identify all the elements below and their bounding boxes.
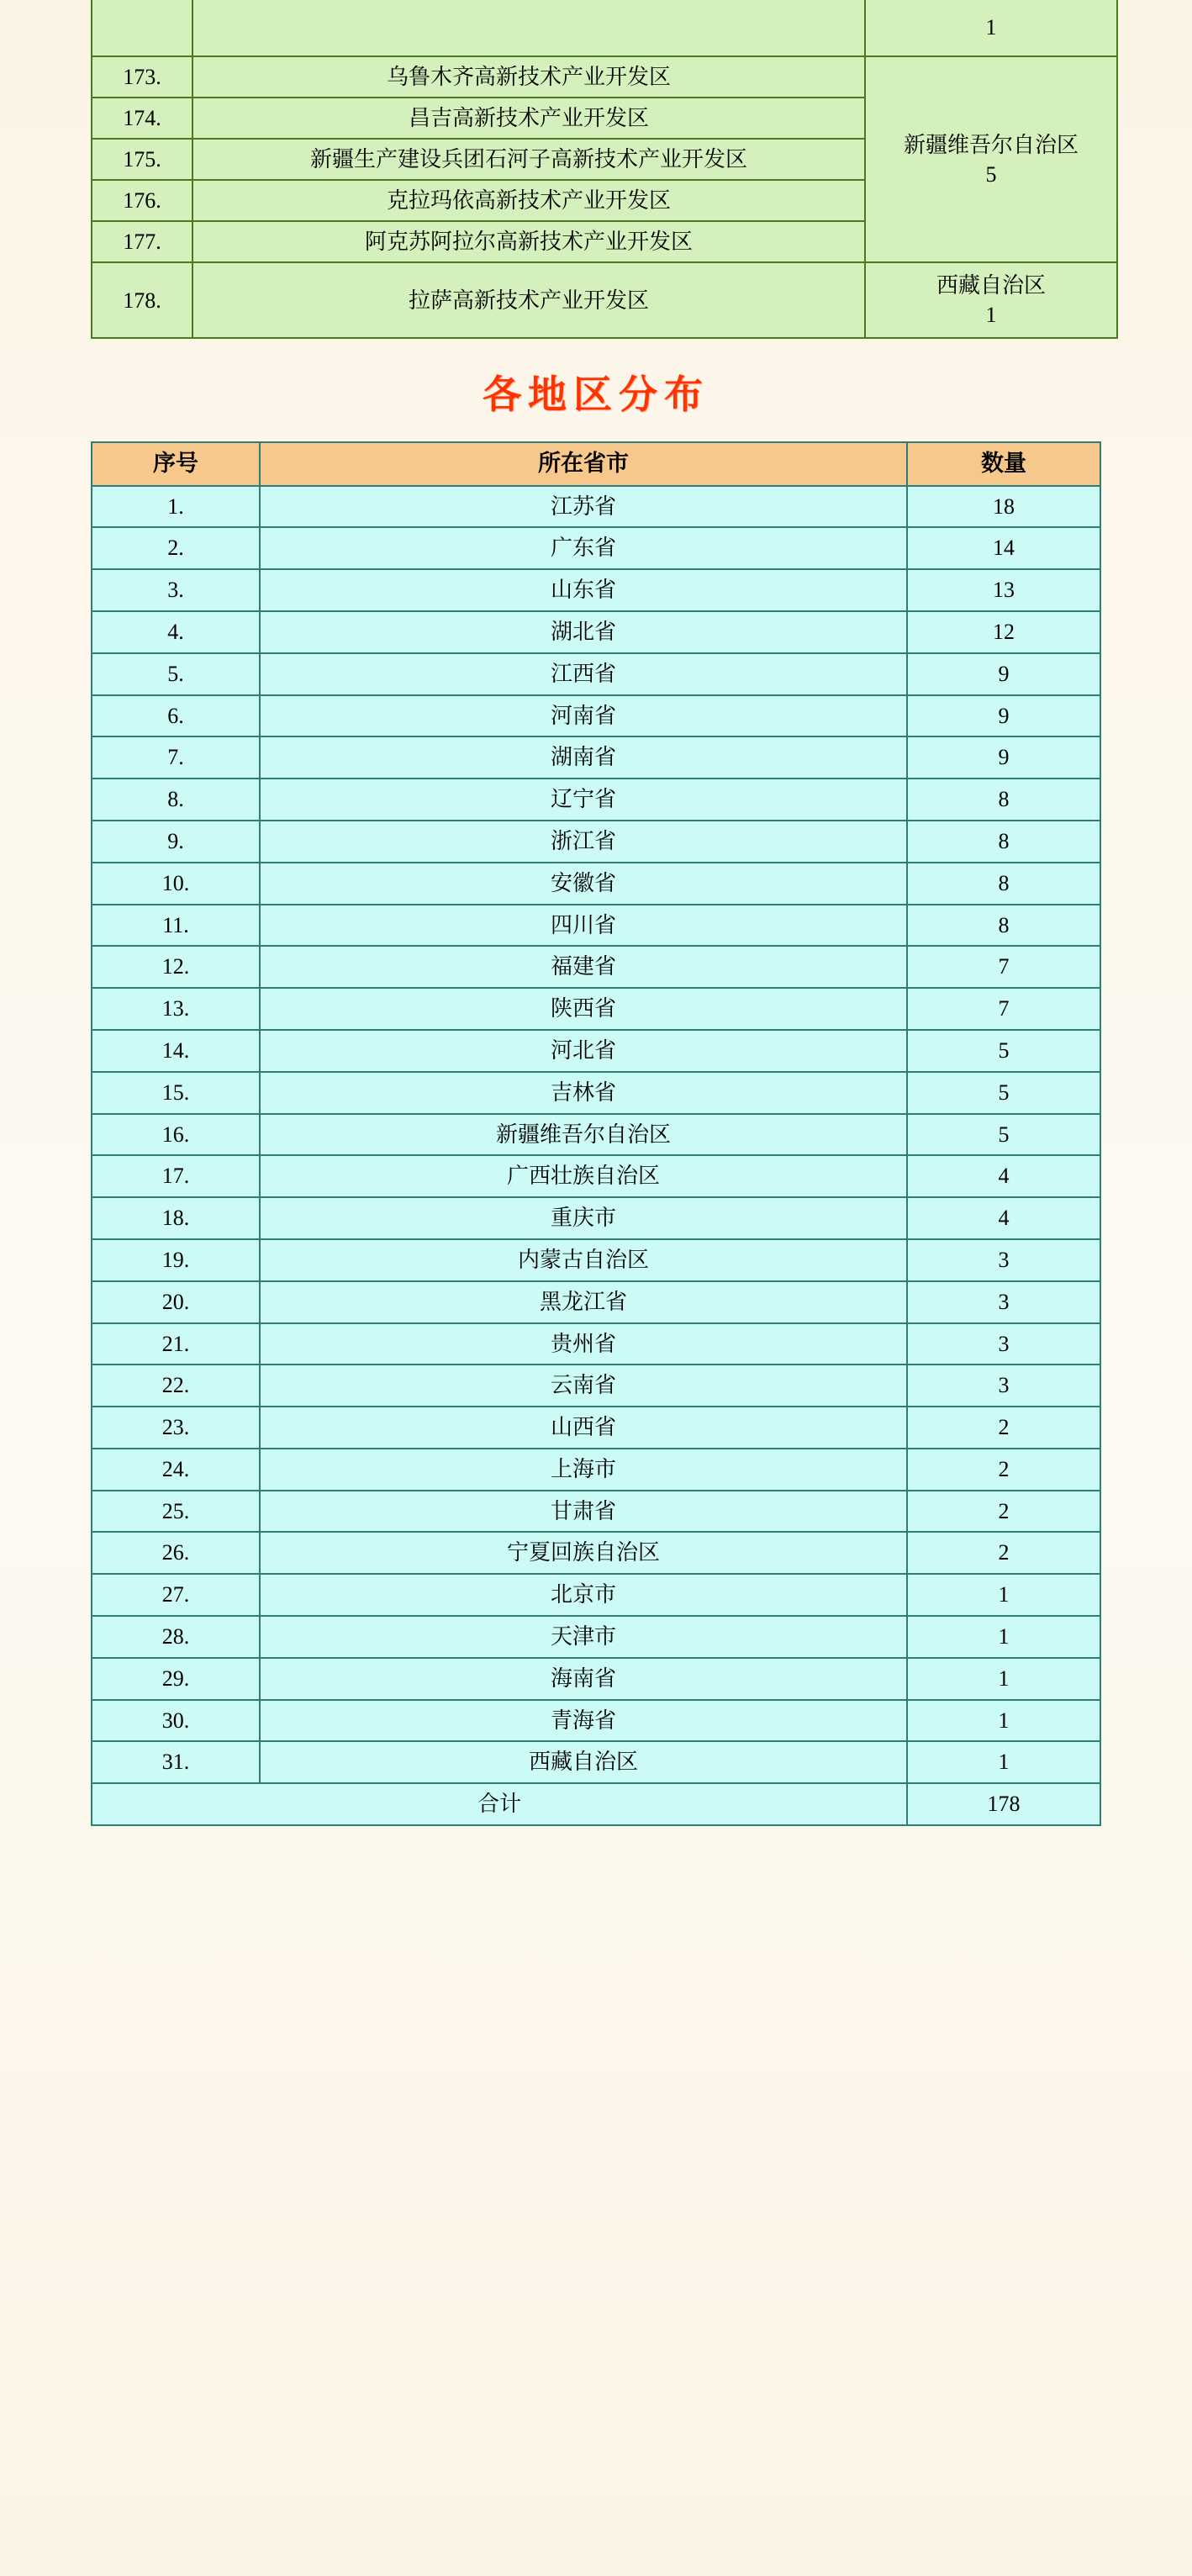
cell-zone-name: 阿克苏阿拉尔高新技术产业开发区 <box>193 221 865 262</box>
cell-province: 福建省 <box>260 946 907 988</box>
table-row <box>92 1574 1100 1616</box>
cell-count: 18 <box>907 486 1100 528</box>
cell-no: 7. <box>92 736 260 779</box>
cell-province-count-partial: 1 <box>865 0 1117 56</box>
cell-count: 14 <box>907 527 1100 569</box>
table-row <box>92 611 1100 653</box>
province-name: 新疆维吾尔自治区 <box>903 132 1079 157</box>
cell-count: 8 <box>907 821 1100 863</box>
table-row <box>92 1491 1100 1533</box>
cell-province: 安徽省 <box>260 863 907 905</box>
cell-name-partial <box>193 0 865 56</box>
table-row <box>92 1365 1100 1407</box>
cell-count: 3 <box>907 1323 1100 1365</box>
cell-no: 19. <box>92 1239 260 1281</box>
province-count: 1 <box>985 303 997 328</box>
cell-no: 6. <box>92 695 260 737</box>
cell-count: 9 <box>907 653 1100 695</box>
cell-province: 青海省 <box>260 1700 907 1742</box>
table-row <box>92 1030 1100 1072</box>
development-zone-table <box>91 0 1118 339</box>
cell-no: 10. <box>92 863 260 905</box>
table-row <box>92 779 1100 821</box>
top-table-wrapper <box>0 0 1192 339</box>
cell-count: 9 <box>907 736 1100 779</box>
cell-province-group <box>865 262 1117 338</box>
region-distribution-table <box>91 441 1101 1826</box>
cell-province: 广东省 <box>260 527 907 569</box>
table-row <box>92 1449 1100 1491</box>
cell-count: 2 <box>907 1407 1100 1449</box>
cell-zone-name: 克拉玛依高新技术产业开发区 <box>193 180 865 221</box>
cell-province: 海南省 <box>260 1658 907 1700</box>
table-row <box>92 527 1100 569</box>
cell-province: 浙江省 <box>260 821 907 863</box>
table-row <box>92 863 1100 905</box>
cell-province: 河北省 <box>260 1030 907 1072</box>
table-row <box>92 821 1100 863</box>
cell-province: 江西省 <box>260 653 907 695</box>
table-row <box>92 56 1117 98</box>
cell-province: 西藏自治区 <box>260 1741 907 1783</box>
table-row <box>92 1407 1100 1449</box>
table-row <box>92 1114 1100 1156</box>
cell-count: 8 <box>907 863 1100 905</box>
cell-count: 4 <box>907 1155 1100 1197</box>
cell-province: 宁夏回族自治区 <box>260 1532 907 1574</box>
cell-no: 4. <box>92 611 260 653</box>
table-row <box>92 988 1100 1030</box>
cell-count: 3 <box>907 1365 1100 1407</box>
cell-province: 陕西省 <box>260 988 907 1030</box>
cell-province: 重庆市 <box>260 1197 907 1239</box>
cell-province: 河南省 <box>260 695 907 737</box>
table-row <box>92 1658 1100 1700</box>
table-row <box>92 1197 1100 1239</box>
cell-province: 四川省 <box>260 905 907 947</box>
cell-no: 3. <box>92 569 260 611</box>
cell-province: 天津市 <box>260 1616 907 1658</box>
cell-count: 2 <box>907 1449 1100 1491</box>
cell-no: 8. <box>92 779 260 821</box>
cell-province: 内蒙古自治区 <box>260 1239 907 1281</box>
cell-count: 1 <box>907 1700 1100 1742</box>
cell-count: 8 <box>907 905 1100 947</box>
header-count: 数量 <box>907 442 1100 485</box>
cell-zone-name: 乌鲁木齐高新技术产业开发区 <box>193 56 865 98</box>
cell-zone-name: 新疆生产建设兵团石河子高新技术产业开发区 <box>193 139 865 180</box>
cell-province: 贵州省 <box>260 1323 907 1365</box>
cell-number: 173. <box>92 56 193 98</box>
cell-no: 15. <box>92 1072 260 1114</box>
cell-no: 26. <box>92 1532 260 1574</box>
cell-count: 12 <box>907 611 1100 653</box>
cell-province: 甘肃省 <box>260 1491 907 1533</box>
cell-count: 5 <box>907 1072 1100 1114</box>
cell-no: 17. <box>92 1155 260 1197</box>
cell-province-group <box>865 56 1117 262</box>
province-name: 西藏自治区 <box>936 273 1046 298</box>
cell-no: 5. <box>92 653 260 695</box>
cell-zone-name: 昌吉高新技术产业开发区 <box>193 98 865 139</box>
table-row <box>92 1323 1100 1365</box>
cell-zone-name: 拉萨高新技术产业开发区 <box>193 262 865 338</box>
table-row <box>92 736 1100 779</box>
cell-count: 1 <box>907 1741 1100 1783</box>
section-title: 各地区分布 <box>483 372 709 418</box>
province-count: 5 <box>985 161 997 187</box>
cell-number: 174. <box>92 98 193 139</box>
table-row <box>92 1741 1100 1783</box>
cell-no: 28. <box>92 1616 260 1658</box>
cell-no: 18. <box>92 1197 260 1239</box>
cell-count: 5 <box>907 1030 1100 1072</box>
table-row <box>92 946 1100 988</box>
cell-number: 175. <box>92 139 193 180</box>
cell-province: 北京市 <box>260 1574 907 1616</box>
cell-province: 云南省 <box>260 1365 907 1407</box>
cell-count: 9 <box>907 695 1100 737</box>
cell-no: 9. <box>92 821 260 863</box>
cell-no: 29. <box>92 1658 260 1700</box>
cell-no: 25. <box>92 1491 260 1533</box>
cell-count: 4 <box>907 1197 1100 1239</box>
cell-count: 1 <box>907 1658 1100 1700</box>
cell-province: 辽宁省 <box>260 779 907 821</box>
cell-province: 广西壮族自治区 <box>260 1155 907 1197</box>
table-row <box>92 695 1100 737</box>
table-row <box>92 1616 1100 1658</box>
cell-count: 7 <box>907 988 1100 1030</box>
cell-no: 27. <box>92 1574 260 1616</box>
table-row <box>92 1532 1100 1574</box>
cell-province: 江苏省 <box>260 486 907 528</box>
cell-count: 2 <box>907 1532 1100 1574</box>
cell-no: 21. <box>92 1323 260 1365</box>
cell-province: 新疆维吾尔自治区 <box>260 1114 907 1156</box>
cell-count: 3 <box>907 1239 1100 1281</box>
cell-number: 177. <box>92 221 193 262</box>
cell-count: 3 <box>907 1281 1100 1323</box>
cell-count: 1 <box>907 1574 1100 1616</box>
header-province: 所在省市 <box>260 442 907 485</box>
cell-no: 31. <box>92 1741 260 1783</box>
cell-no: 16. <box>92 1114 260 1156</box>
cell-number-partial <box>92 0 193 56</box>
table-row <box>92 262 1117 338</box>
cell-province: 山西省 <box>260 1407 907 1449</box>
table-row <box>92 1072 1100 1114</box>
cell-province: 湖北省 <box>260 611 907 653</box>
cell-count: 7 <box>907 946 1100 988</box>
cell-number: 178. <box>92 262 193 338</box>
cell-no: 30. <box>92 1700 260 1742</box>
cell-no: 12. <box>92 946 260 988</box>
cell-no: 11. <box>92 905 260 947</box>
cell-province: 上海市 <box>260 1449 907 1491</box>
table-row-total <box>92 1783 1100 1825</box>
cell-count: 1 <box>907 1616 1100 1658</box>
table-row <box>92 905 1100 947</box>
table-row <box>92 1155 1100 1197</box>
header-no: 序号 <box>92 442 260 485</box>
cell-no: 14. <box>92 1030 260 1072</box>
cell-no: 1. <box>92 486 260 528</box>
cell-no: 23. <box>92 1407 260 1449</box>
table-header-row <box>92 442 1100 485</box>
table-row <box>92 1281 1100 1323</box>
table-row <box>92 486 1100 528</box>
cell-count: 5 <box>907 1114 1100 1156</box>
cell-no: 24. <box>92 1449 260 1491</box>
cell-total-count: 178 <box>907 1783 1100 1825</box>
cell-count: 8 <box>907 779 1100 821</box>
cell-province: 山东省 <box>260 569 907 611</box>
table-row <box>92 1239 1100 1281</box>
cell-province: 黑龙江省 <box>260 1281 907 1323</box>
cell-province: 吉林省 <box>260 1072 907 1114</box>
table-row <box>92 569 1100 611</box>
cell-no: 13. <box>92 988 260 1030</box>
table-row-partial <box>92 0 1117 56</box>
cell-count: 2 <box>907 1491 1100 1533</box>
cell-no: 20. <box>92 1281 260 1323</box>
region-distribution-body <box>92 486 1100 1826</box>
table-row <box>92 653 1100 695</box>
table-row <box>92 1700 1100 1742</box>
cell-count: 13 <box>907 569 1100 611</box>
cell-no: 2. <box>92 527 260 569</box>
cell-province: 湖南省 <box>260 736 907 779</box>
cell-number: 176. <box>92 180 193 221</box>
cell-total-label: 合计 <box>92 1783 907 1825</box>
cell-no: 22. <box>92 1365 260 1407</box>
